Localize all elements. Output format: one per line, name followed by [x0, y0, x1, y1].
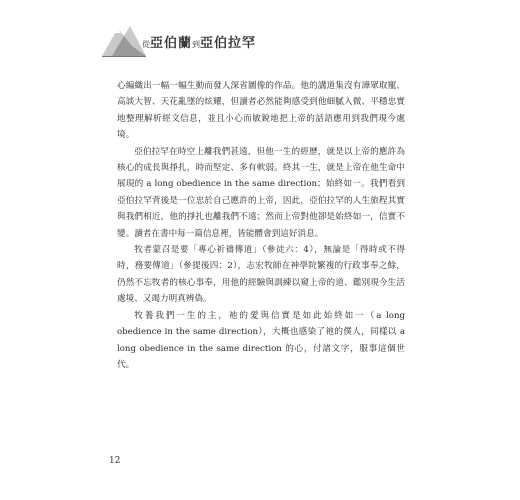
- title-name-a: 亞伯蘭: [150, 36, 193, 51]
- paragraph-4: 牧養我們一生的主，祂的愛與信實是如此始終如一（a long obedience in the same direction），大概也感染了祂的僕人，同樣以 a long obedience in the same direction 的心，付諸文字，服事這個世代。: [117, 310, 405, 370]
- running-title: [142, 32, 256, 51]
- paragraph-3: 牧者蒙召是要「專心祈禱傳道」（參徒六：4），無論是「得時或不得時，務要傳道」（參提後四：2），志宏牧師在神學院繁複的行政事奉之餘，仍然不忘牧者的核心事奉，用他的經驗與訓練以窺上帝的道、鑑別現今生活處境、又竭力明真辨偽。: [117, 245, 405, 305]
- title-from: 從: [142, 40, 150, 49]
- body-text: [117, 78, 405, 373]
- mountain-icon: [102, 22, 146, 58]
- title-name-b: 亞伯拉罕: [200, 36, 257, 51]
- running-header: [102, 22, 422, 62]
- paragraph-1: 心編織出一幅一幅生動而發人深省圖像的作品。他的講道集沒有譁眾取寵、高談大智、天花亂墜的炫耀，但讀者必然能夠感受到他細膩入微、平穩忠實地整理解析經文信息，並且小心而敏銳地把上帝的話語應用到我們現今處境。: [117, 81, 405, 141]
- title-to: 到: [192, 40, 201, 49]
- paragraph-2: 亞伯拉罕在時空上離我們甚遠，但他一生的經歷，就是以上帝的應許為核心的成長與掙扎，時而堅定、多有軟弱。終其一生，就是上帝在他生命中展現的 a long obedience in the same direction；始終如一。我們看到亞伯拉罕背後是一位忠於自己應許的上帝，因此，亞伯拉罕的人生旅程其實與我們相近，他的掙扎也離我們不遠；然而上帝對他卻是始終如一，信實不變。讀者在書中每一篇信息裡，皆能體會到這好消息。: [117, 146, 405, 239]
- page-number: 12: [109, 456, 121, 466]
